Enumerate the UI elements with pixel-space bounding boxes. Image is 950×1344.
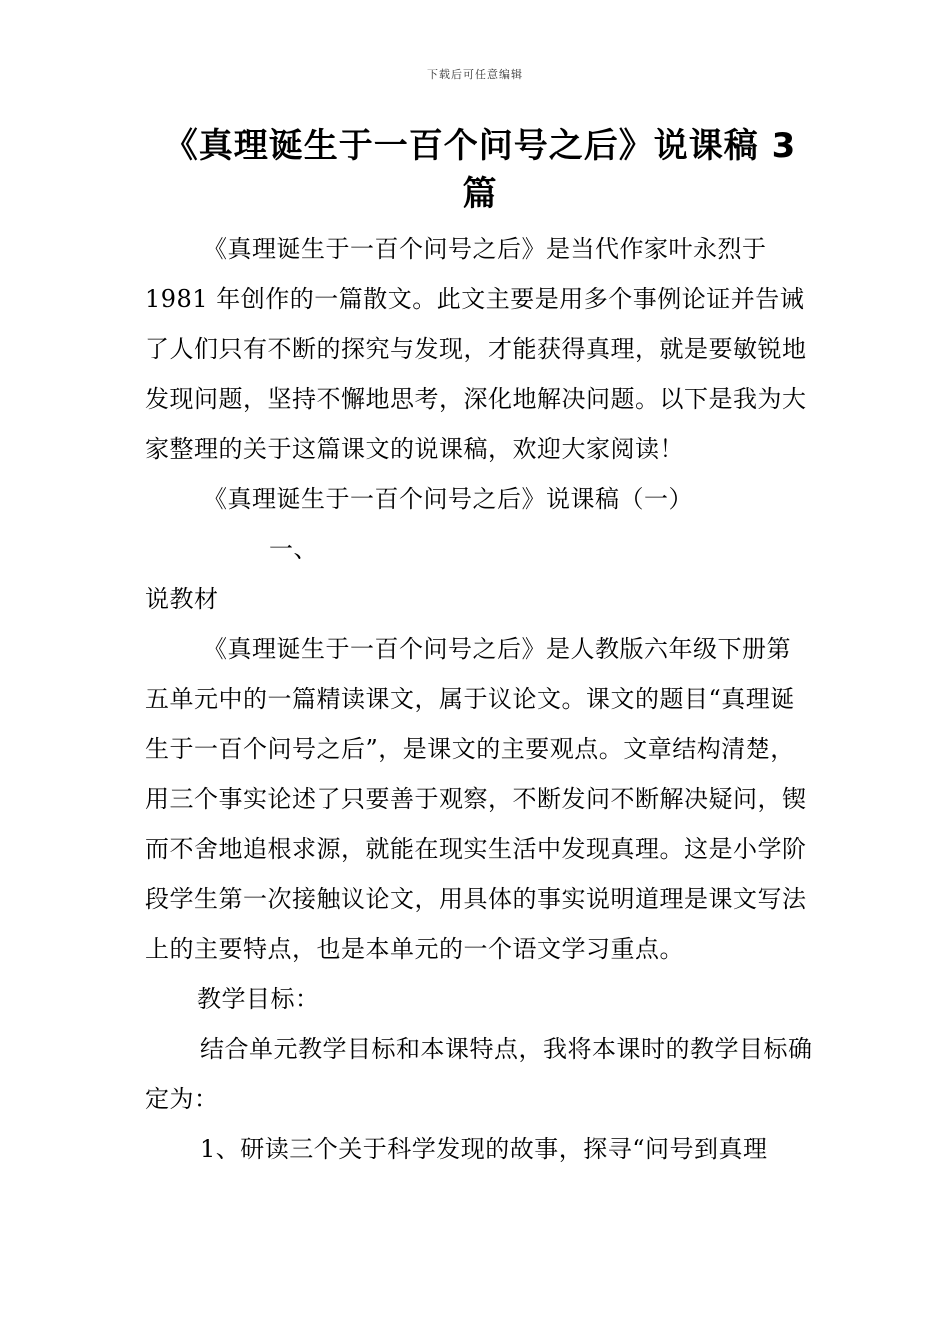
goals-label: 教学目标： <box>197 985 320 1013</box>
goal-1: 1、研读三个关于科学发现的故事，探寻“问号到真理 <box>200 1135 768 1163</box>
textbook-paragraph: 《真理诞生于一百个问号之后》是人教版六年级下册第五单元中的一篇精读课文，属于议论文。课文的题目“真理诞生于一百个问号之后”，是课文的主要观点。文章结构清楚，用三个事实论述了只要善于观察，不断发问不断解决疑问，锲而不舍地追根求源，就能在现实生活中发现真理。这是小学阶段学生第一次接触议论文，用具体的事实说明道理是课文写法上的主要特点，也是本单元的一个语文学习重点。 <box>145 635 807 963</box>
section-heading-a: 一、 <box>269 535 318 563</box>
document-body <box>145 224 815 1174</box>
section-heading-b: 说教材 <box>145 585 219 613</box>
section-title: 《真理诞生于一百个问号之后》说课稿（一） <box>203 485 693 513</box>
document-title: 《真理诞生于一百个问号之后》说课稿 3 篇 <box>163 126 797 214</box>
section-heading-line <box>145 474 815 574</box>
intro-paragraph: 《真理诞生于一百个问号之后》是当代作家叶永烈于 1981 年创作的一篇散文。此文主要是用多个事例论证并告诫了人们只有不断的探究与发现，才能获得真理，就是要敏锐地发现问题，坚持不懈地思考，深化地解决问题。以下是我为大家整理的关于这篇课文的说课稿，欢迎大家阅读！ <box>145 235 807 463</box>
header-note: 下载后可任意编辑 <box>427 68 523 81</box>
goals-intro: 结合单元教学目标和本课特点，我将本课时的教学目标确定为： <box>145 1035 813 1113</box>
